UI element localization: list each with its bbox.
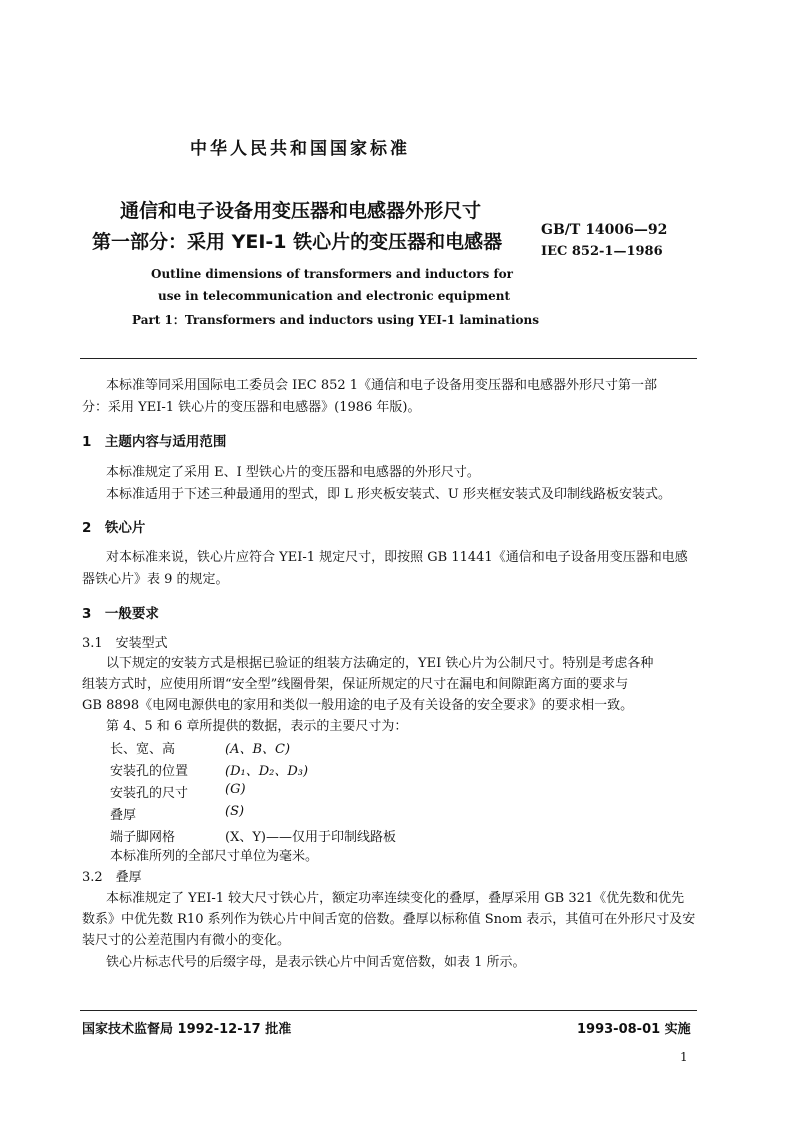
title-en-line2: use in telecommunication and electronic equipment: [158, 289, 511, 303]
section-3-2-line4: 铁心片标志代号的后缀字母，是表示铁心片中间舌宽倍数，如表 1 所示。: [106, 955, 526, 970]
dimension-row: [110, 782, 246, 801]
title-cn-line2: 第一部分：采用 YEI-1 铁心片的变压器和电感器: [92, 231, 503, 253]
standard-code-iec: IEC 852-1—1986: [541, 244, 663, 259]
title-en-line1: Outline dimensions of transformers and inductors for: [151, 267, 513, 281]
section-3-1-line3: GB 8898《电网电源供电的家用和类似一般用途的电子及有关设备的安全要求》的要求相一致。: [82, 698, 634, 713]
dimension-row: [110, 738, 291, 757]
title-en-line3: Part 1：Transformers and inductors using YEI-1 laminations: [132, 313, 539, 327]
dimension-row: [110, 760, 309, 779]
page-number: 1: [680, 1050, 688, 1064]
intro-line1: 本标准等同采用国际电工委员会 IEC 852 1《通信和电子设备用变压器和电感器外形尺寸第一部: [106, 378, 658, 393]
dimension-value: (X、Y)——仅用于印制线路板: [225, 830, 396, 845]
section-2-line1: 对本标准来说，铁心片应符合 YEI-1 规定尺寸，即按照 GB 11441《通信和电子设备用变压器和电感: [106, 550, 688, 565]
dimension-label: 安装孔的尺寸: [110, 786, 189, 801]
section-3-heading: 3 一般要求: [82, 606, 159, 622]
section-3-1-line1: 以下规定的安装方式是根据已验证的组装方法确定的，YEI 铁心片为公制尺寸。特别是考虑各种: [106, 656, 654, 671]
implementation-date: 1993-08-01 实施: [577, 1022, 691, 1037]
intro-line2: 分：采用 YEI-1 铁心片的变压器和电感器》(1986 年版)。: [82, 400, 421, 415]
section-3-1-line2: 组装方式时，应使用所谓“安全型”线圈骨架，保证所规定的尺寸在漏电和间隙距离方面的要求与: [82, 677, 629, 692]
footer-divider: [80, 1010, 697, 1011]
section-3-1-units: 本标准所列的全部尺寸单位为毫米。: [110, 849, 319, 864]
section-1-para2: 本标准适用于下述三种最通用的型式，即 L 形夹板安装式、U 形夹框安装式及印制线路板安装式。: [106, 487, 671, 502]
standard-code-gb: GB/T 14006—92: [541, 222, 668, 238]
dimension-row: [110, 804, 245, 823]
dimension-value: (D₁、D₂、D₃): [225, 764, 309, 779]
dimension-value: (S): [225, 804, 245, 819]
dimension-label: 安装孔的位置: [110, 764, 189, 779]
dimension-value: (A、B、C): [225, 742, 291, 757]
dimension-label: 端子脚网格: [110, 830, 176, 845]
title-cn-line1: 通信和电子设备用变压器和电感器外形尺寸: [120, 200, 482, 222]
section-3-2-line1: 本标准规定了 YEI-1 较大尺寸铁心片，额定功率连续变化的叠厚，叠厚采用 GB 321《优先数和优先: [106, 891, 685, 906]
section-3-2-heading: 3.2 叠厚: [82, 870, 142, 885]
section-2-heading: 2 铁心片: [82, 520, 146, 536]
dimension-label: 长、宽、高: [110, 742, 176, 757]
approval-date: 国家技术监督局 1992-12-17 批准: [82, 1022, 292, 1037]
header-divider: [80, 358, 697, 359]
section-3-1-line4: 第 4、5 和 6 章所提供的数据，表示的主要尺寸为：: [106, 719, 408, 734]
section-1-heading: 1 主题内容与适用范围: [82, 434, 227, 450]
country-standard-title: 中华人民共和国国家标准: [190, 139, 410, 159]
section-2-line2: 器铁心片》表 9 的规定。: [82, 572, 229, 587]
dimension-value: (G): [225, 782, 246, 797]
section-3-2-line2: 数系》中优先数 R10 系列作为铁心片中间舌宽的倍数。叠厚以标称值 Snom 表示，其值可在外形尺寸及安: [82, 912, 696, 927]
dimension-row: [110, 826, 396, 845]
section-1-para1: 本标准规定了采用 E、I 型铁心片的变压器和电感器的外形尺寸。: [106, 465, 480, 480]
section-3-1-heading: 3.1 安装型式: [82, 636, 168, 651]
section-3-2-line3: 装尺寸的公差范围内有微小的变化。: [82, 933, 291, 948]
dimension-label: 叠厚: [110, 808, 137, 823]
